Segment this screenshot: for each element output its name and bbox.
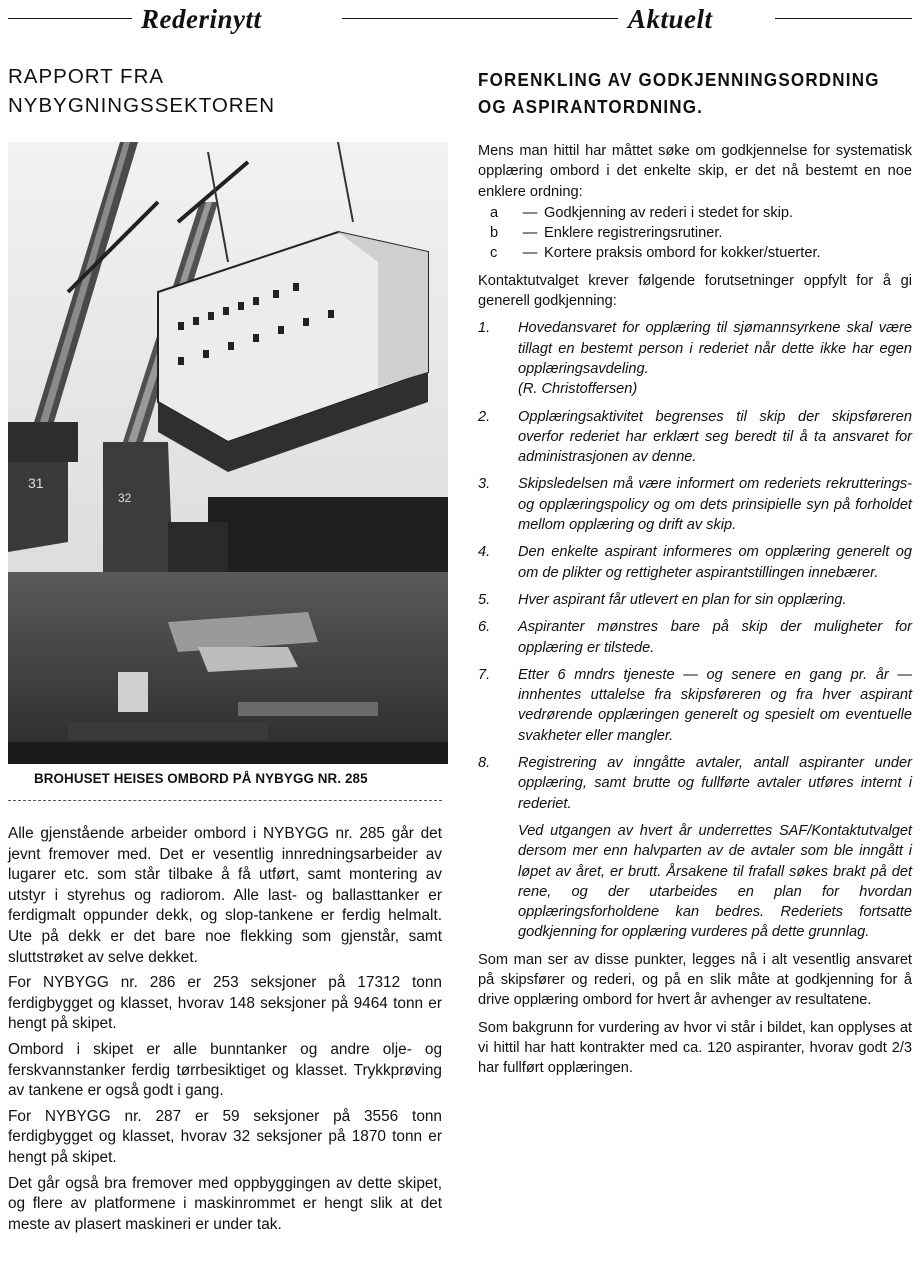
numbered-item: [478, 665, 912, 746]
italic-paragraph: Ved utgangen av hvert år underrettes SAF/Kontaktutvalget dersom mer enn halvparten av de avtaler som ble inngått i løpet av året, er brutt. Årsakene til frafall søkes brakt på det rene, og der utarbeides en plan for hvordan opplæringsforholdene kan bedres. Rederiets fortsatte godkjenning for opplæring vurderes på dette grunnlag.: [518, 822, 912, 941]
numbered-item: [478, 590, 912, 610]
lettered-list: [478, 203, 912, 264]
numbered-item: [478, 318, 912, 399]
header-rule-left-a: [8, 18, 132, 19]
article-title-left: [8, 62, 275, 120]
article-title-left-line1: RAPPORT FRA: [8, 65, 165, 88]
numbered-item: [478, 542, 912, 583]
closing-paragraph: Som man ser av disse punkter, legges nå i alt vesentlig ansvaret på skipsfører og rederi, og på en slik måte at godkjenning for å drive opplæring ombord for hvert år avhenger av resultatene.: [478, 951, 912, 1009]
left-paragraph: Ombord i skipet er alle bunntanker og andre olje- og ferskvannstanker ferdig tørrbesiktiget og klasset. Trykkprøving av tankene er også godt i gang.: [8, 1040, 442, 1100]
crane-number-31: 31: [28, 475, 44, 491]
list-text: Kortere praksis ombord for kokker/stuerter.: [544, 245, 821, 262]
shipyard-photo: [8, 142, 448, 764]
item-number: 2.: [478, 408, 491, 425]
left-article-body: [8, 824, 442, 1240]
item-text: Hver aspirant får utlevert en plan for sin opplæring.: [518, 591, 847, 608]
closing-paragraph: Som bakgrunn for vurdering av hvor vi står i bildet, kan opplyses at vi hittil har hatt kontrakter med ca. 120 aspiranter, hvorav godt 2/3 har fullført opplæringen.: [478, 1019, 912, 1077]
left-paragraph: For NYBYGG nr. 287 er 59 seksjoner på 3556 tonn ferdigbygget og klasset, hvorav 32 seksjoner på 1870 tonn er hengt på skipet.: [8, 1107, 442, 1166]
item-text: Den enkelte aspirant informeres om opplæring generelt og om de plikter og rettigheter aspirantstillingen innebærer.: [518, 544, 912, 581]
caption-rule: [8, 800, 442, 801]
photo-caption: BROHUSET HEISES OMBORD PÅ NYBYGG NR. 285: [34, 771, 368, 786]
item-number: 3.: [478, 476, 491, 493]
item-text: Etter 6 mndrs tjeneste — og senere en gang pr. år — innhentes uttalelse fra skipsføreren og fra hver aspirant vedrørende opplæringen generelt og spesielt om eventuelle svakheter eller mangler.: [518, 666, 912, 744]
item-number: 7.: [478, 666, 491, 683]
right-article-body: [478, 141, 912, 1085]
header-rule-right: [775, 18, 912, 19]
item-text: Aspiranter mønstres bare på skip der muligheter for opplæring er tilstede.: [518, 619, 912, 656]
item-number: 5.: [478, 591, 491, 608]
numbered-item: [478, 407, 912, 468]
article-title-right-line2: OG ASPIRANTORDNING.: [478, 96, 704, 117]
left-paragraph: Det går også bra fremover med oppbyggingen av dette skipet, og flere av platformene i maskinrommet er hengt slik at det meste av plasert maskineri er under tak.: [8, 1174, 442, 1233]
list-dash: —: [522, 245, 538, 262]
list-letter: c: [490, 245, 498, 262]
item-number: 8.: [478, 755, 491, 772]
list-dash: —: [522, 204, 538, 221]
list-letter: a: [490, 204, 499, 221]
section-title-aktuelt: Aktuelt: [628, 4, 713, 34]
conditions-intro: Kontaktutvalget krever følgende forutsetninger oppfylt for å gi generell godkjenning:: [478, 272, 912, 310]
item-number: 1.: [478, 320, 491, 337]
list-letter: b: [490, 225, 499, 242]
item-text: Registrering av inngåtte avtaler, antall aspiranter under opplæring, samt brutte og fullførte avtaler utføres internt i rederiet.: [518, 755, 912, 812]
list-item: [478, 203, 912, 223]
crane-number-32: 32: [118, 491, 132, 505]
article-title-right: [478, 66, 880, 120]
list-dash: —: [522, 225, 538, 242]
list-text: Enklere registreringsrutiner.: [544, 225, 723, 242]
numbered-item: [478, 617, 912, 658]
article-title-right-line1: FORENKLING AV GODKJENNINGSORDNING: [478, 69, 880, 90]
list-item: [478, 243, 912, 263]
left-paragraph: For NYBYGG nr. 286 er 253 seksjoner på 17312 tonn ferdigbygget og klasset, hvorav 148 seksjoner på 9464 tonn er hengt på skipet.: [8, 974, 442, 1033]
item-text-wrap: [518, 318, 912, 399]
item-text: Opplæringsaktivitet begrenses til skip der skipsføreren overfor rederiet har erklært seg beredt til å ta ansvaret for administrasjonen av denne.: [518, 408, 912, 466]
item-number: 6.: [478, 619, 491, 636]
numbered-item: [478, 474, 912, 535]
header-rule-left-b: [342, 18, 618, 19]
list-item: [478, 223, 912, 243]
list-text: Godkjenning av rederi i stedet for skip.: [544, 204, 794, 221]
item-note: (R. Christoffersen): [518, 381, 638, 398]
intro-paragraph: Mens man hittil har måttet søke om godkjennelse for systematisk opplæring ombord i det enkelte skip, er det nå bestemt en noe enklere ordning:: [478, 143, 912, 200]
article-title-left-line2: NYBYGNINGSSEKTOREN: [8, 94, 276, 117]
shipyard-photo-illustration: [8, 142, 448, 764]
item-number: 4.: [478, 544, 491, 561]
left-paragraph: Alle gjenstående arbeider ombord i NYBYGG nr. 285 går det jevnt fremover med. Det er vesentlig innredningsarbeider av lugarer etc. som står tilbake å få utført, samt montering av utstyr i styrehus og radiorom. Alle last- og ballasttanker er ferdigmalt oppunder dekk, og slop-tankene er ferdig helmalt. Ute på dekk er det bare noe flekking som gjenstår, samt sluttstrøket av selve dekket.: [8, 825, 442, 966]
numbered-item: [478, 753, 912, 814]
item-text: Hovedansvaret for opplæring til sjømannsyrkene skal være tillagt en bestemt person i rederiet når dette ikke har egen opplæringsavdeling.: [518, 320, 912, 377]
section-title-rederinytt: Rederinytt: [141, 4, 262, 34]
item-text: Skipsledelsen må være informert om rederiets rekrutterings- og opplæringspolicy og om dets prinsipielle syn på forholdet mellom opplæring og drift av skip.: [518, 476, 912, 534]
